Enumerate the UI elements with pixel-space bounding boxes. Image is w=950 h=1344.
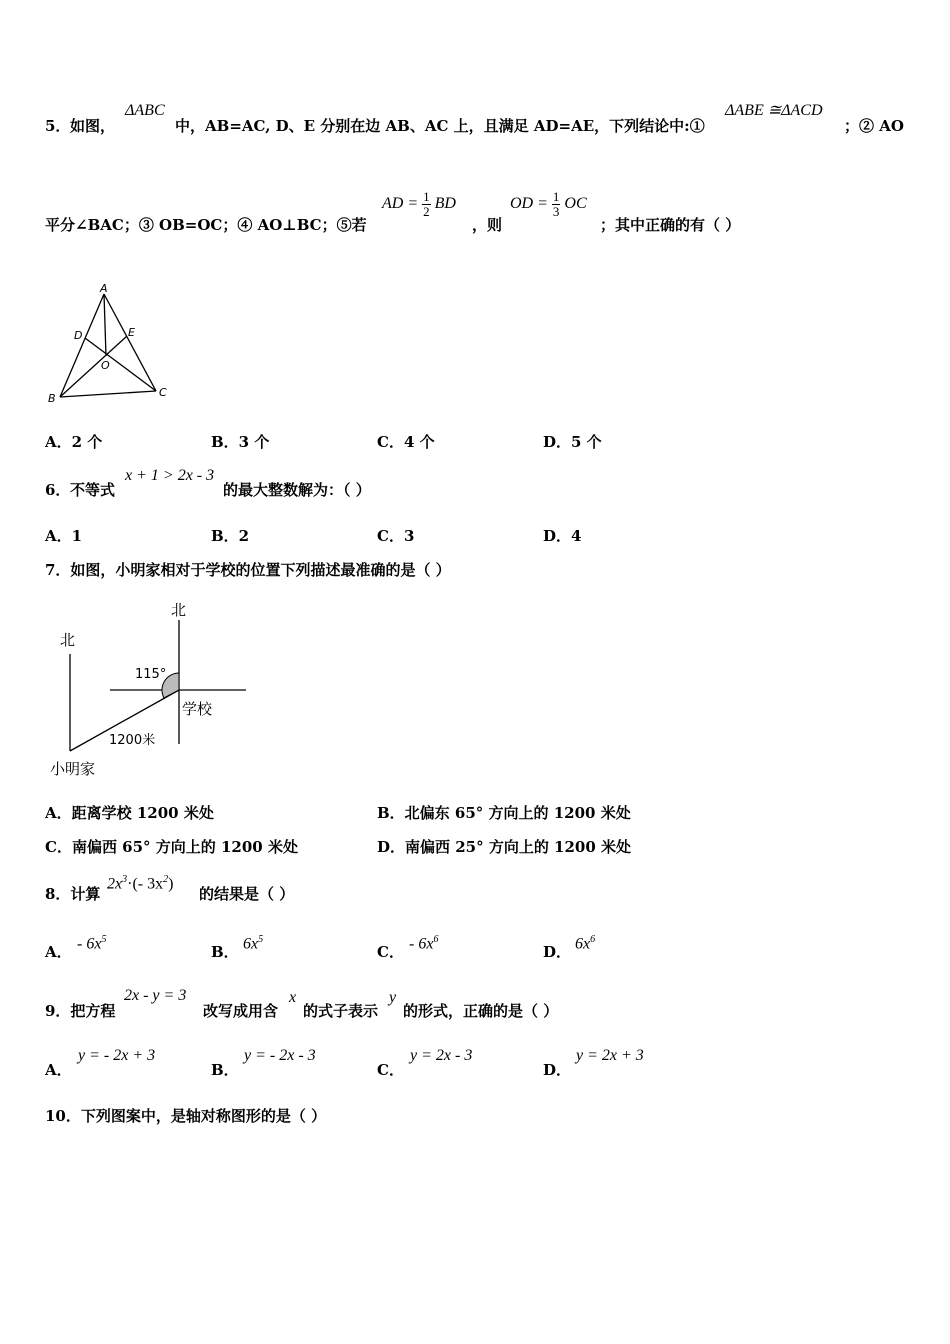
q5-option-c: C．4 个 xyxy=(377,433,435,451)
q9-var-x: x xyxy=(289,989,297,1006)
q6-inequality: x + 1 > 2x - 3 xyxy=(125,467,215,484)
q5-result-fraction: $\frac{1}{3}$ xyxy=(552,189,560,219)
q8-expression: $2x^3\cdot(-$ $3x^2$) xyxy=(107,874,174,893)
q8-option-d-expr: $6x^6$ xyxy=(575,934,596,953)
q7-direction-figure xyxy=(40,592,260,787)
q5-then: ，则 xyxy=(472,216,503,234)
q5-intro: 如图， xyxy=(70,117,116,135)
q6-suffix: 的最大整数解为：（ ） xyxy=(223,481,371,499)
q7-option-b: B．北偏东 65° 方向上的 1200 米处 xyxy=(377,804,631,822)
q5-congruence: ΔABE ≅ΔACD xyxy=(725,102,823,119)
q9-option-b-label: B． xyxy=(211,1061,239,1079)
q9-option-a-expr: y = - 2x + 3 xyxy=(78,1047,156,1064)
q5-text3: 平分∠BAC；③ OB=OC；④ AO⊥BC；⑤若 xyxy=(45,216,367,234)
q5-triangle-figure xyxy=(40,280,180,410)
q5-option-d: D．5 个 xyxy=(543,433,602,451)
q5-label-b: B xyxy=(48,392,56,405)
q7-option-c: C．南偏西 65° 方向上的 1200 米处 xyxy=(45,838,298,856)
q5-label-d: D xyxy=(74,329,83,342)
q5-triangle-abc: ΔABC xyxy=(125,102,165,119)
q9-option-c-label: C． xyxy=(377,1061,404,1079)
q9-equation: 2x - y = 3 xyxy=(124,987,187,1004)
q9-option-d-expr: y = 2x + 3 xyxy=(576,1047,644,1064)
q8-option-c-expr: - $6x^6$ xyxy=(409,934,439,953)
q8-option-a-expr: - $6x^5$ xyxy=(77,934,107,953)
q9-option-b-expr: y = - 2x - 3 xyxy=(244,1047,316,1064)
q7-question: 7．如图，小明家相对于学校的位置下列描述最准确的是（ ） xyxy=(45,561,451,579)
q9-option-a-label: A． xyxy=(45,1061,72,1079)
q5-text4: ；其中正确的有（ ） xyxy=(600,216,741,234)
q9-option-d-label: D． xyxy=(543,1061,572,1079)
q8-option-b-expr: $6x^5$ xyxy=(243,934,264,953)
q5-option-b: B．3 个 xyxy=(211,433,270,451)
q9-mid1: 改写成用含 xyxy=(203,1002,279,1020)
q9-var-y: y xyxy=(389,989,397,1006)
q5-option-a: A．2 个 xyxy=(45,433,103,451)
q9-prefix: 9．把方程 xyxy=(45,1002,116,1020)
q5-condition-right: BD xyxy=(434,195,456,213)
q8-prefix: 8．计算 xyxy=(45,885,101,903)
q5-condition-left: AD = xyxy=(382,195,419,213)
q8-option-c-label: C． xyxy=(377,943,404,961)
q6-option-b: B．2 xyxy=(211,527,250,545)
q6-prefix: 不等式 xyxy=(70,481,116,499)
q10-question: 10．下列图案中，是轴对称图形的是（ ） xyxy=(45,1107,327,1125)
q7-north-left: 北 xyxy=(60,631,76,649)
q9-option-c-expr: y = 2x - 3 xyxy=(410,1047,473,1064)
q7-home-label: 小明家 xyxy=(50,760,96,778)
q5-condition xyxy=(382,190,456,219)
q9-mid2: 的式子表示 xyxy=(303,1002,379,1020)
q5-number: 5． xyxy=(45,117,71,135)
q5-condition-fraction: $\frac{1}{2}$ xyxy=(423,189,430,219)
q8-suffix: 的结果是（ ） xyxy=(199,885,295,903)
q6-option-c: C．3 xyxy=(377,527,415,545)
q8-option-b-label: B． xyxy=(211,943,239,961)
q7-school-label: 学校 xyxy=(182,700,213,718)
q7-option-a: A．距离学校 1200 米处 xyxy=(45,804,214,822)
q8-option-a-label: A． xyxy=(45,943,72,961)
q5-result xyxy=(510,190,587,219)
q9-suffix: 的形式，正确的是（ ） xyxy=(403,1002,559,1020)
q5-text1: 中，AB=AC, D、E 分别在边 AB、AC 上，且满足 AD=AE，下列结论中:① xyxy=(175,117,705,135)
q5-text2: ；② AO xyxy=(844,117,904,135)
q8-option-d-label: D． xyxy=(543,943,572,961)
q5-label-o: O xyxy=(101,359,110,372)
q5-result-right: OC xyxy=(564,195,587,213)
q6-number: 6． xyxy=(45,481,71,499)
q6-option-a: A．1 xyxy=(45,527,83,545)
q7-angle-label: 115° xyxy=(135,667,167,682)
q6-option-d: D．4 xyxy=(543,527,582,545)
q5-label-c: C xyxy=(159,386,167,399)
q5-label-a: A xyxy=(100,282,108,295)
q7-option-d: D．南偏西 25° 方向上的 1200 米处 xyxy=(377,838,632,856)
q5-result-left: OD = xyxy=(510,195,548,213)
q5-label-e: E xyxy=(128,326,135,339)
q7-distance-label: 1200米 xyxy=(109,733,156,748)
q7-north-right: 北 xyxy=(171,601,187,619)
